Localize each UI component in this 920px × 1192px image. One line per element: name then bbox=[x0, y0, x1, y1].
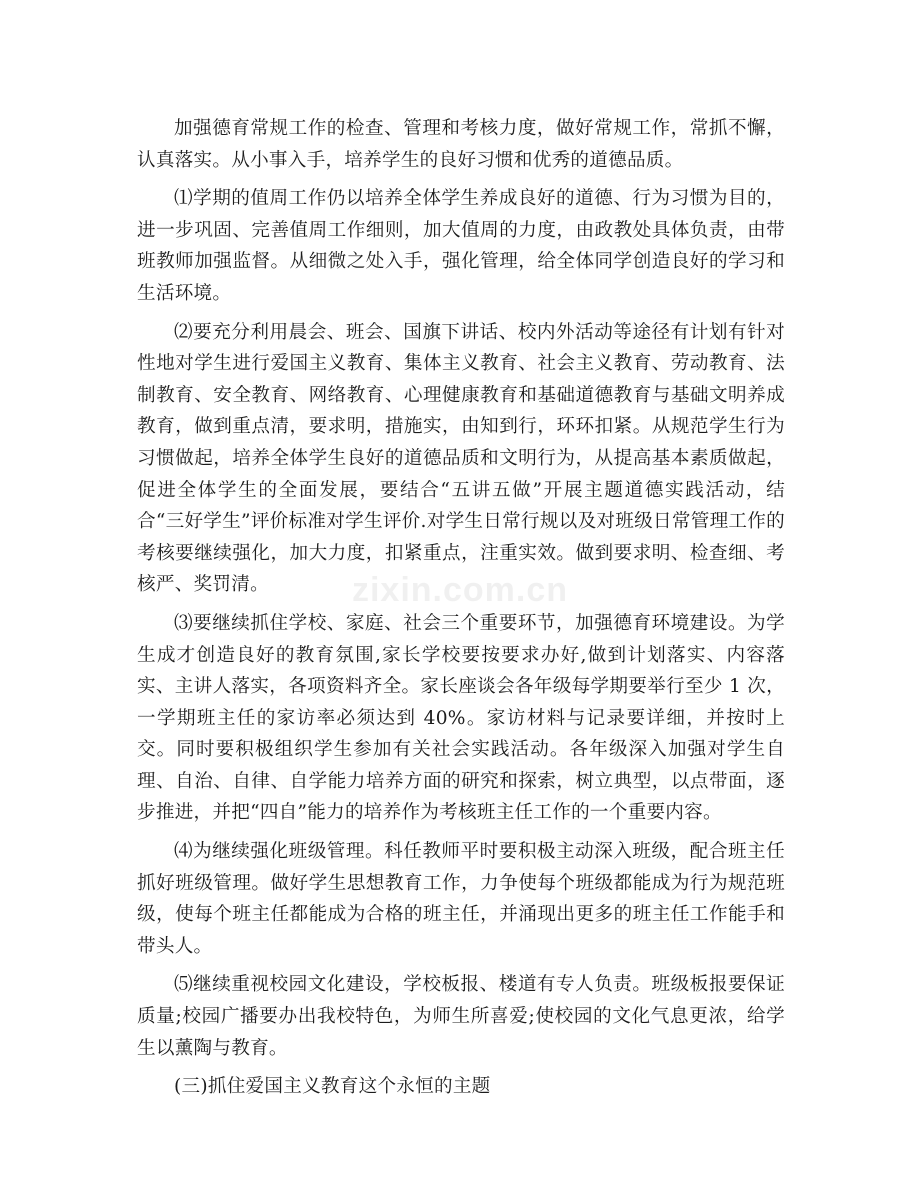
paragraph-item-2: ⑵要充分利用晨会、班会、国旗下讲话、校内外活动等途径有计划有针对性地对学生进行爱国主义教育、集体主义教育、社会主义教育、劳动教育、法制教育、安全教育、网络教育、心理健康教育和基础道德教育与基础文明养成教育，做到重点清，要求明，措施实，由知到行，环环扣紧。从规范学生行为习惯做起，培养全体学生良好的道德品质和文明行为，从提高基本素质做起，促进全体学生的全面发展，要结合“五讲五做”开展主题道德实践活动，结合“三好学生”评价标准对学生评价.对学生日常行规以及对班级日常管理工作的考核要继续强化，加大力度，扣紧重点，注重实效。做到要求明、检查细、考核严、奖罚清。 bbox=[137, 321, 785, 596]
paragraph-intro: 加强德育常规工作的检查、管理和考核力度，做好常规工作，常抓不懈，认真落实。从小事入手，培养学生的良好习惯和优秀的道德品质。 bbox=[137, 118, 785, 171]
paragraph-item-4: ⑷为继续强化班级管理。科任教师平时要积极主动深入班级，配合班主任抓好班级管理。做好学生思想教育工作，力争使每个班级都能成为行为规范班级，使每个班主任都能成为合格的班主任，并涌现出更多的班主任工作能手和带头人。 bbox=[137, 841, 785, 957]
watermark-logo: zixin.com.cn bbox=[351, 570, 569, 609]
paragraph-item-3: ⑶要继续抓住学校、家庭、社会三个重要环节，加强德育环境建设。为学生成才创造良好的教育氛围,家长学校要按要求办好,做到计划落实、内容落实、主讲人落实，各项资料齐全。家长座谈会各年级每学期要举行至少 1 次，一学期班主任的家访率必须达到 40%。家访材料与记录要详细，并按时上交。同时要积极组织学生参加有关社会实践活动。各年级深入加强对学生自理、自治、自律、自学能力培养方面的研究和探索，树立典型，以点带面，逐步推进，并把“四自”能力的培养作为考核班主任工作的一个重要内容。 bbox=[137, 612, 785, 824]
paragraph-item-5: ⑸继续重视校园文化建设，学校板报、楼道有专人负责。班级板报要保证质量;校园广播要办出我校特色，为师生所喜爱;使校园的文化气息更浓，给学生以薰陶与教育。 bbox=[137, 974, 785, 1059]
section-heading: (三)抓住爱国主义教育这个永恒的主题 bbox=[174, 1076, 491, 1098]
document-body bbox=[137, 113, 785, 1110]
paragraph-item-1: ⑴学期的值周工作仍以培养全体学生养成良好的道德、行为习惯为目的，进一步巩固、完善值周工作细则，加大值周的力度，由政教处具体负责，由带班教师加强监督。从细微之处入手，强化管理，给全体同学创造良好的学习和生活环境。 bbox=[137, 188, 785, 304]
